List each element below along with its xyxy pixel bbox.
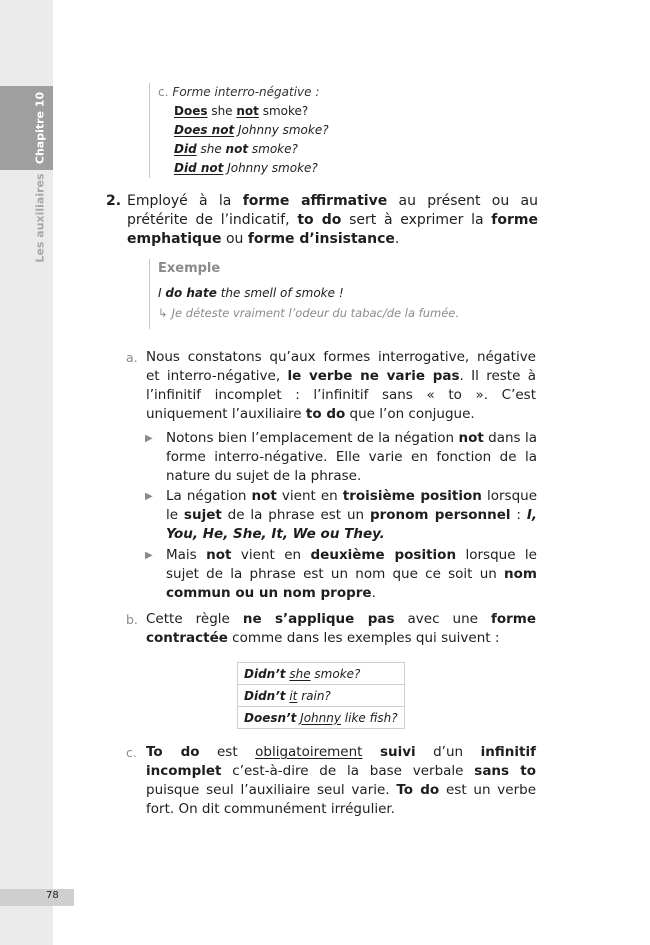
text-run: Notons bien l’emplacement de la négation [166,430,459,446]
bold-term: To do [396,782,440,798]
bullet-item [145,487,537,544]
subject: it [289,688,298,703]
bold-term: suivi [379,744,416,760]
text-run: like fish? [340,710,398,725]
bold-term: do hate [165,286,217,300]
bold-term: infinitif incomplet [146,744,536,779]
contracted-verb: Doesn’t [244,710,297,725]
text-run: ou [221,231,248,247]
example-text: Johnny smoke? [223,161,318,175]
underlined-term: obligatoirement [255,744,363,760]
example-translation [158,303,459,323]
text-run: est [199,744,256,760]
section-label: Les auxiliaires [33,173,47,263]
section-2-paragraph [106,192,538,249]
bold-term: troisième position [342,488,482,504]
text-run: vient en [276,488,343,504]
page-number: 78 [46,890,59,901]
bold-term: nom commun ou un nom propre [166,566,537,601]
text-run: . [371,585,376,601]
example-line [158,159,329,178]
bold-term: forme contractée [146,611,536,646]
interro-negative-block [149,83,329,178]
text-run: vient en [231,547,311,563]
table-row [238,663,405,685]
chapter-label: Chapitre 10 [33,91,47,165]
bullet-triangle-icon: ▶ [145,550,153,561]
example-negation: not [236,104,259,118]
item-b-text [146,610,536,648]
bold-term: to do [297,212,342,228]
section-2-text [127,192,538,249]
example-line [158,121,329,140]
bold-term: le verbe ne varie pas [287,368,460,384]
heading-text: Forme interro-négative : [172,85,320,99]
item-c [126,743,536,819]
text-run: the smell of smoke ! [216,286,344,300]
item-c-text [146,743,536,819]
text-run: c’est-à-dire de la base verbale [221,763,475,779]
text-run: au présent ou au prétérite de l’indicatif, [127,193,539,228]
bold-term: forme d’insistance [247,231,395,247]
table-row [238,707,405,729]
example-text: she [196,142,226,156]
text-run: lorsque le sujet de la phrase est un nom que ce soit un [166,547,537,582]
text-run: que l’on conjugue. [345,406,475,422]
bullet-triangle-icon: ▶ [145,433,153,444]
text-run: est un verbe fort. On dit communément irrégulier. [146,782,536,817]
table-row [238,685,405,707]
text-run: puisque seul l’auxiliaire seul varie. [146,782,397,798]
example-line [158,102,329,121]
subject: Johnny [300,710,341,725]
example-english [158,283,459,303]
text-run: I [158,286,166,300]
page-number-box [0,889,74,906]
section-number: 2. [106,193,122,209]
text-run: sert à exprimer la [341,212,492,228]
bold-term: To do [146,744,200,760]
text-run: : [510,507,527,523]
item-letter: b. [126,612,138,627]
item-letter: c. [126,745,137,760]
example-verb: Does not [174,123,235,137]
bold-term: forme affirmative [242,193,388,209]
text-run: rain? [297,688,331,703]
text-run: d’un [415,744,481,760]
item-a-text [146,348,536,424]
example-box [149,259,459,329]
example-title: Exemple [158,261,221,276]
subject: she [289,666,311,681]
bold-term: sujet [183,507,222,523]
text-run: de la phrase est un [221,507,370,523]
contracted-verb: Didn’t [244,666,286,681]
example-text: smoke? [248,142,298,156]
text-run: smoke? [310,666,361,681]
example-verb: Did not [174,161,224,175]
bullet-triangle-icon: ▶ [145,491,153,502]
text-run [362,744,379,760]
interro-negative-heading [158,83,329,102]
pronoun-list: I, You, He, She, It, We ou They. [166,507,537,542]
example-text: Johnny smoke? [234,123,329,137]
bold-term: forme emphatique [127,212,538,247]
bullet-text [166,429,537,486]
text-run: comme dans les exemples qui suivent : [227,630,500,646]
text-run: Nous constatons qu’aux formes interrogative, négative et interro-négative, [146,349,536,384]
text-run: Employé à la [127,193,243,209]
bullet-text [166,487,537,544]
bold-term: pronom personnel [369,507,511,523]
text-run: La négation [166,488,252,504]
text-run: . Il reste à l’infinitif incomplet : l’infinitif sans « to ». C’est uniquement l’auxiliaire [146,368,536,422]
contracted-forms-table [237,662,405,729]
chapter-sidebar [0,0,53,945]
example-negation: not [225,142,249,156]
example-text: she [207,104,237,118]
example-verb: Does [174,104,208,118]
bold-term: deuxième position [310,547,457,563]
text-run: Cette règle [146,611,243,627]
bullet-item [145,546,537,603]
text-run: avec une [394,611,491,627]
item-letter: c. [158,85,169,99]
bullet-item [145,429,537,486]
bold-term: ne s’applique pas [242,611,395,627]
table-cell [238,685,405,707]
bold-term: sans to [474,763,536,779]
bold-term: to do [305,406,346,422]
example-verb: Did [174,142,197,156]
table-cell [238,707,405,729]
item-a [126,348,536,424]
bullet-text [166,546,537,603]
item-b [126,610,536,648]
table-cell [238,663,405,685]
contracted-verb: Didn’t [244,688,286,703]
bold-term: not [251,488,277,504]
example-line [158,140,329,159]
bold-term: not [206,547,232,563]
translation-text: Je déteste vraiment l’odeur du tabac/de la fumée. [171,306,460,320]
text-run: Mais [166,547,207,563]
text-run: . [394,231,400,247]
item-letter: a. [126,350,138,365]
text-run: dans la forme interro-négative. Elle varie en fonction de la nature du sujet de la phrase. [166,430,537,484]
text-run: lorsque le [166,488,537,523]
translation-arrow-icon: ↳ [158,306,168,320]
example-text: smoke? [258,104,309,118]
bold-term: not [458,430,484,446]
